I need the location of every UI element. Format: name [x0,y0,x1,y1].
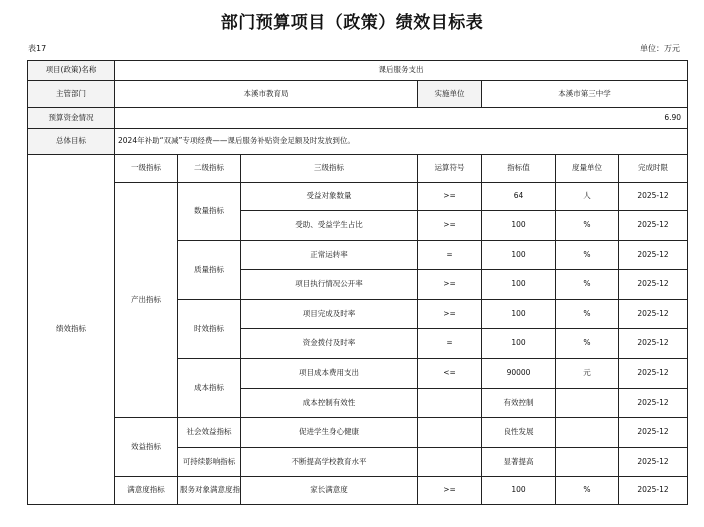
col-op: 运算符号 [418,155,482,183]
budget-value: 6.90 [115,108,688,129]
col-val: 指标值 [482,155,556,183]
goal-label: 总体目标 [28,129,115,155]
impl-value: 本溪市第三中学 [482,81,688,108]
project-label: 项目(政策)名称 [28,61,115,81]
group-output: 产出指标 [115,183,178,418]
row-time: 2025-12 [619,241,688,270]
goal-value: 2024年补助“双减”专项经费——课后服务补贴资金足额及时发放到位。 [115,129,688,155]
row-unit: % [556,211,619,241]
row-unit: % [556,477,619,505]
row-op [418,448,482,477]
group-quantity: 数量指标 [178,183,241,241]
row-time: 2025-12 [619,477,688,505]
row-val: 100 [482,211,556,241]
unit-label: 单位：万元 [640,44,680,53]
dept-value: 本溪市教育局 [115,81,418,108]
row-l3: 成本控制有效性 [241,389,418,418]
row-op: >= [418,300,482,329]
row-time: 2025-12 [619,270,688,300]
row-op: >= [418,270,482,300]
table-number: 表17 [28,44,47,53]
row-l3: 受助、受益学生占比 [241,211,418,241]
row-l3: 家长满意度 [241,477,418,505]
row-l3: 受益对象数量 [241,183,418,211]
row-time: 2025-12 [619,211,688,241]
row-val: 100 [482,241,556,270]
group-sustain: 可持续影响指标 [178,448,241,477]
row-val: 90000 [482,359,556,389]
row-val: 64 [482,183,556,211]
row-op: = [418,329,482,359]
budget-row [28,108,688,129]
row-op [418,389,482,418]
row-unit: % [556,241,619,270]
table-row [28,477,688,505]
table-row [28,183,688,211]
row-val: 有效控制 [482,389,556,418]
performance-table [27,60,688,505]
goal-row [28,129,688,155]
impl-label: 实施单位 [418,81,482,108]
col-l1: 一级指标 [115,155,178,183]
row-unit: % [556,270,619,300]
column-header-row [28,155,688,183]
group-timeliness: 时效指标 [178,300,241,359]
row-val: 良性发展 [482,418,556,448]
group-social: 社会效益指标 [178,418,241,448]
dept-label: 主管部门 [28,81,115,108]
row-op: = [418,241,482,270]
row-l3: 项目成本费用支出 [241,359,418,389]
project-row [28,61,688,81]
row-unit [556,389,619,418]
row-val: 100 [482,300,556,329]
row-unit: % [556,329,619,359]
group-satisfaction: 满意度指标 [115,477,178,505]
row-op: >= [418,211,482,241]
budget-label: 预算资金情况 [28,108,115,129]
row-val: 显著提高 [482,448,556,477]
group-sat-sub: 服务对象满意度指 [178,477,241,505]
row-time: 2025-12 [619,359,688,389]
row-time: 2025-12 [619,183,688,211]
row-unit: 元 [556,359,619,389]
row-unit [556,418,619,448]
row-val: 100 [482,477,556,505]
row-time: 2025-12 [619,389,688,418]
group-quality: 质量指标 [178,241,241,300]
group-benefit: 效益指标 [115,418,178,477]
row-unit: 人 [556,183,619,211]
row-time: 2025-12 [619,418,688,448]
row-time: 2025-12 [619,329,688,359]
row-l3: 项目执行情况公开率 [241,270,418,300]
dept-row [28,81,688,108]
col-unit: 度量单位 [556,155,619,183]
table-row [28,418,688,448]
col-time: 完成时限 [619,155,688,183]
col-l3: 三级指标 [241,155,418,183]
row-op: >= [418,183,482,211]
row-l3: 项目完成及时率 [241,300,418,329]
row-val: 100 [482,270,556,300]
perf-label: 绩效指标 [28,155,115,505]
row-op [418,418,482,448]
row-op: <= [418,359,482,389]
row-l3: 促进学生身心健康 [241,418,418,448]
row-unit [556,448,619,477]
row-l3: 正常运转率 [241,241,418,270]
row-l3: 资金拨付及时率 [241,329,418,359]
row-unit: % [556,300,619,329]
group-cost: 成本指标 [178,359,241,418]
page-title: 部门预算项目（政策）绩效目标表 [220,13,484,33]
row-op: >= [418,477,482,505]
project-value: 课后服务支出 [115,61,688,81]
row-time: 2025-12 [619,300,688,329]
row-val: 100 [482,329,556,359]
col-l2: 二级指标 [178,155,241,183]
row-l3: 不断提高学校教育水平 [241,448,418,477]
row-time: 2025-12 [619,448,688,477]
